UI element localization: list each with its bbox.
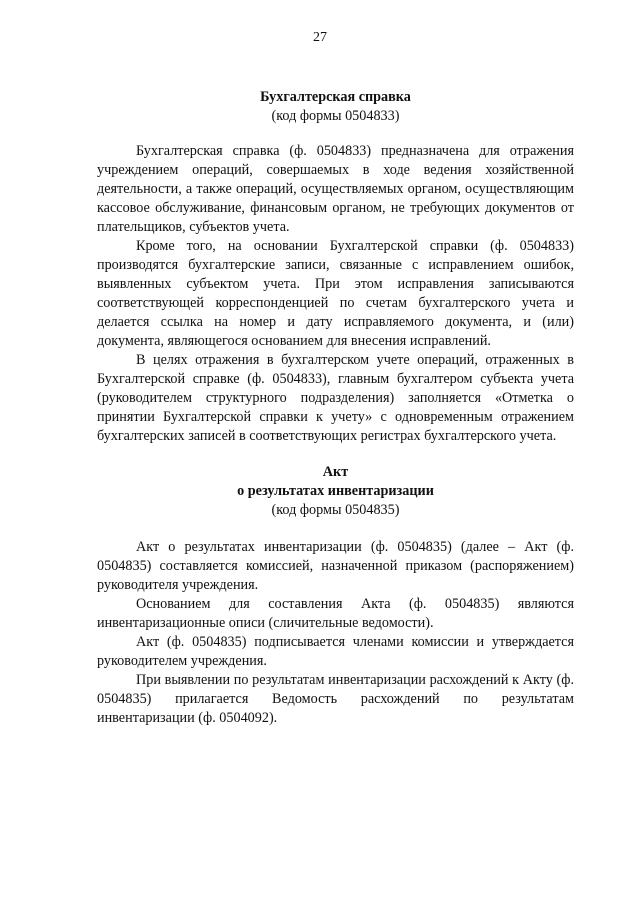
paragraph: Основанием для составления Акта (ф. 0504835) являются инвентаризационные описи (сличительные ведомости). (97, 596, 574, 631)
paragraph: В целях отражения в бухгалтерском учете операций, отраженных в Бухгалтерской справке (ф. 0504833), главным бухгалтером субъекта учета (руководителем структурного подразделения) заполняется «Отметка о принятии Бухгалтерской справки к учету» с одновременным отражением бухгалтерских записей в соответствующих регистрах бухгалтерского учета. (97, 352, 574, 444)
section-title: Бухгалтерская справка (260, 89, 411, 105)
form-code-subtitle: (код формы 0504835) (271, 502, 400, 518)
section-inventory-act-heading (97, 463, 574, 520)
paragraph: Бухгалтерская справка (ф. 0504833) предназначена для отражения учреждением операций, совершаемых в ходе ведения хозяйственной деятельности, а также операций, осуществляемых органом, осуществляющим кассовое обслуживание, финансовым органом, не требующих документов от плательщиков, субъектов учета. (97, 143, 574, 235)
form-code-subtitle: (код формы 0504833) (271, 108, 400, 124)
page-number: 27 (313, 30, 327, 45)
section-accounting-certificate-heading (97, 88, 574, 126)
section-title: Акт (322, 464, 349, 480)
section-title-line2: о результатах инвентаризации (237, 483, 434, 499)
paragraph: Акт (ф. 0504835) подписывается членами комиссии и утверждается руководителем учреждения. (97, 634, 574, 669)
paragraph: Акт о результатах инвентаризации (ф. 0504835) (далее – Акт (ф. 0504835) составляется комиссией, назначенной приказом (распоряжением) руководителя учреждения. (97, 539, 574, 593)
paragraph: При выявлении по результатам инвентаризации расхождений к Акту (ф. 0504835) прилагается Ведомость расхождений по результатам инвентаризации (ф. 0504092). (97, 672, 574, 726)
paragraph: Кроме того, на основании Бухгалтерской справки (ф. 0504833) производятся бухгалтерские записи, связанные с исправлением ошибок, выявленных субъектом учета. При этом исправления записываются соответствующей корреспонденцией по счетам бухгалтерского учета и делается ссылка на номер и дату исправляемого документа, и (или) документа, являющегося основанием для внесения исправлений. (97, 238, 574, 349)
document-body (97, 88, 574, 728)
